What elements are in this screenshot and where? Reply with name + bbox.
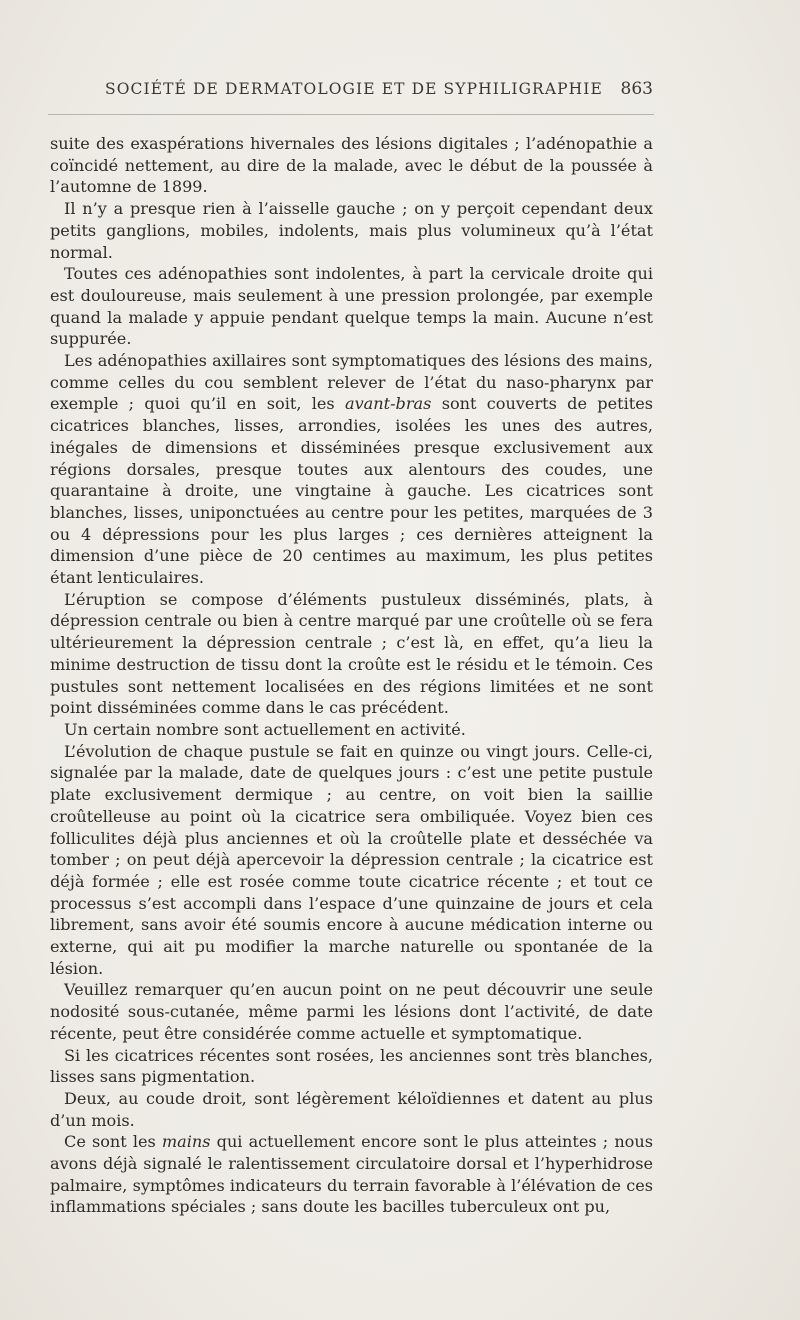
body-text — [50, 133, 653, 1218]
header-rule — [48, 114, 654, 115]
paragraph: Il n’y a presque rien à l’aisselle gauche ; on y perçoit cependant deux petits ganglions, mobiles, indolents, mais plus volumineux qu’à l’état normal. — [50, 199, 653, 262]
paragraph: L’éruption se compose d’éléments pustuleux disséminés, plats, à dépression centrale ou bien à centre marqué par une croûtelle où se fera ultérieurement la dépression centrale ; c’est là, en effet, qu’a lieu la minime destruction de tissu dont la croûte est le résidu et le témoin. Ces pustules sont nettement localisées en des régions limitées et ne sont point disséminées comme dans le cas précédent. — [50, 589, 653, 718]
paragraph-text: Ce sont les — [64, 1132, 162, 1152]
paragraph-text: sont couverts de petites cicatrices blanches, lisses, arrondies, isolées les unes des autres, inégales de dimensions et disséminées presque exclusivement aux régions dorsales, presque toutes aux alentours des coudes, une quarantaine à droite, une vingtaine à gauche. Les cicatrices sont blanches, lisses, uniponctuées au centre pour les petites, marquées de 3 ou 4 dépressions pour les plus larges ; ces dernières atteignent la dimension d’une pièce de 20 centimes au maximum, les plus petites étant lenticulaires. — [50, 394, 654, 588]
italic-term: avant-bras — [344, 394, 432, 414]
paragraph: L’évolution de chaque pustule se fait en quinze ou vingt jours. Celle-ci, signalée par la malade, date de quelques jours : c’est une petite pustule plate exclusivement dermique ; au centre, on voit bien la saillie croûtelleuse au point où la cicatrice sera ombiliquée. Voyez bien ces folliculites déjà plus anciennes et où la croûtelle plate et desséchée va tomber ; on peut déjà apercevoir la dépression centrale ; la cicatrice est déjà formée ; elle est rosée comme toute cicatrice récente ; et tout ce processus s’est accompli dans l’espace d’une quinzaine de jours et cela librement, sans avoir été soumis encore à aucune médication interne ou externe, qui ait pu modifier la marche naturelle ou spontanée de la lésion. — [50, 741, 653, 978]
paragraph — [50, 1131, 653, 1218]
paragraph: Toutes ces adénopathies sont indolentes, à part la cervicale droite qui est douloureuse, mais seulement à une pression prolongée, par exemple quand la malade y appuie pendant quelque temps la main. Aucune n’est suppurée. — [50, 264, 653, 349]
paragraph: Deux, au coude droit, sont légèrement kéloïdiennes et datent au plus d’un mois. — [50, 1088, 653, 1130]
page-number: 863 — [620, 79, 653, 99]
paragraph: Un certain nombre sont actuellement en activité. — [64, 719, 466, 739]
paragraph: suite des exaspérations hivernales des lésions digitales ; l’adénopathie a coïncidé nettement, au dire de la malade, avec le début de la poussée à l’automne de 1899. — [50, 134, 653, 197]
paragraph: Veuillez remarquer qu’en aucun point on ne peut découvrir une seule nodosité sous-cutanée, même parmi les lésions dont l’activité, de date récente, peut être considérée comme actuelle et symptomatique. — [50, 980, 653, 1043]
paragraph-text: Les adénopathies axillaires sont symptomatiques des lésions des mains, comme celles du cou semblent relever de l’état du naso-pharynx par exemple ; quoi qu’il en soit, les — [50, 351, 653, 414]
paragraph — [50, 350, 653, 589]
running-header — [105, 80, 653, 104]
running-title: SOCIÉTÉ DE DERMATOLOGIE ET DE SYPHILIGRAPHIE — [105, 80, 603, 98]
paragraph: Si les cicatrices récentes sont rosées, les anciennes sont très blanches, lisses sans pigmentation. — [50, 1045, 653, 1087]
paragraph-text: qui actuellement encore sont le plus atteintes ; nous avons déjà signalé le ralentissement circulatoire dorsal et l’hyperhidrose palmaire, symptômes indicateurs du terrain favorable à l’élévation de ces inflammations spéciales ; sans doute les bacilles tuberculeux ont pu, — [50, 1132, 653, 1217]
italic-term: mains — [161, 1132, 211, 1152]
